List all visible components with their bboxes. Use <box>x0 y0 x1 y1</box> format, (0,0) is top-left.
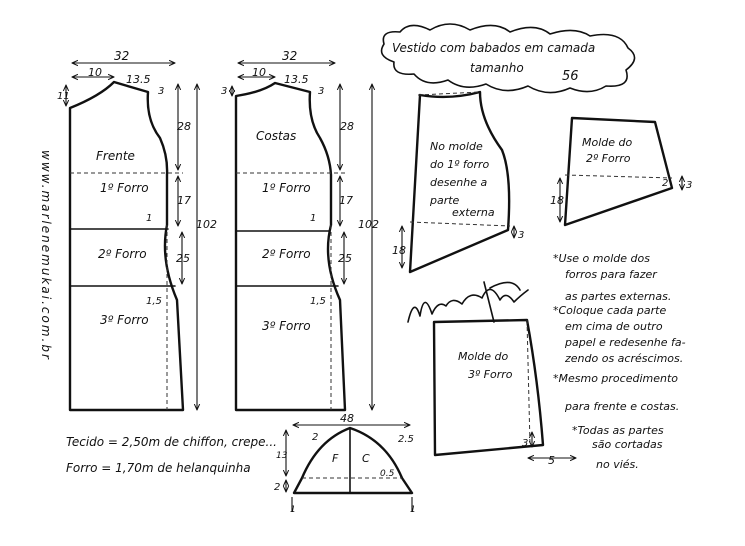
instruction-1: *Use o molde dos <box>553 252 650 265</box>
website-watermark: www.marlenemukai.com.br <box>39 150 53 361</box>
mold-2-m3: 3 <box>686 180 693 191</box>
back-pattern-piece <box>221 49 379 410</box>
materials-line-2: Forro = 1,70m de helanquinha <box>66 461 251 475</box>
front-m25-label: 25 <box>176 252 190 265</box>
instruction-12: no viés. <box>596 458 639 471</box>
back-shoulder-label: 13.5 <box>284 73 309 86</box>
mold-1-line-2: do 1º forro <box>430 158 490 171</box>
mold-2-line-2: 2º Forro <box>586 152 631 165</box>
instruction-10: *Todas as partes <box>572 424 664 437</box>
mold-2-piece <box>550 118 692 225</box>
back-m15-label: 1,5 <box>310 296 326 307</box>
mold-2-m2: 2 <box>662 178 669 189</box>
instruction-2: forros para fazer <box>565 268 657 281</box>
materials-line-1: Tecido = 2,50m de chiffon, crepe... <box>66 435 277 449</box>
front-lining-1: 1º Forro <box>100 181 149 195</box>
front-m15-label: 1,5 <box>146 296 162 307</box>
title-line-1: Vestido com babados em camada <box>392 41 596 55</box>
back-m17-label: 17 <box>339 194 353 207</box>
front-neck-width-label: 10 <box>88 66 102 79</box>
back-neck-width-label: 10 <box>252 66 266 79</box>
back-m1-label: 1 <box>310 213 317 224</box>
back-lining-3: 3º Forro <box>262 319 311 333</box>
mold-1-line-4: parte <box>430 194 460 207</box>
mold-1-line-1: No molde <box>430 140 483 153</box>
signature <box>408 282 528 322</box>
title-cloud <box>382 24 635 93</box>
back-shoulder-drop-label: 3 <box>318 86 325 97</box>
sleeve-bottom-1-left: 1 <box>290 505 296 515</box>
sleeve-m2-label: 2 <box>312 432 319 443</box>
instruction-3: as partes externas. <box>565 290 672 303</box>
sleeve-m05-label: 0.5 <box>380 469 395 479</box>
front-m17-label: 17 <box>177 194 191 207</box>
mold-2-line-1: Molde do <box>582 136 633 149</box>
front-shoulder-label: 13.5 <box>126 73 151 86</box>
mold-1-piece <box>392 92 524 272</box>
front-lining-3: 3º Forro <box>100 313 149 327</box>
instruction-5: em cima de outro <box>565 320 663 333</box>
sleeve-front-label: F <box>332 452 339 465</box>
front-width-label: 32 <box>114 49 130 63</box>
front-m1-label: 1 <box>146 213 153 224</box>
title-line-2: tamanho <box>470 61 524 75</box>
mold-3-piece <box>434 320 576 467</box>
back-m25-label: 25 <box>338 252 352 265</box>
back-lining-2: 2º Forro <box>262 247 311 261</box>
back-lining-1: 1º Forro <box>262 181 311 195</box>
instructions <box>553 252 686 471</box>
front-neck-depth-label: 11 <box>57 91 70 102</box>
sleeve-m25-label: 2.5 <box>398 434 414 445</box>
back-label: Costas <box>256 129 297 143</box>
instruction-11: são cortadas <box>592 438 663 451</box>
mold-3-line-1: Molde do <box>458 350 509 363</box>
mold-1-m18: 18 <box>392 244 406 257</box>
instruction-8: *Mesmo procedimento <box>553 372 679 385</box>
front-pattern-piece <box>57 49 217 410</box>
mold-1-m3: 3 <box>518 230 525 241</box>
instruction-9: para frente e costas. <box>565 400 680 413</box>
sleeve-bottom-1-right: 1 <box>410 505 416 515</box>
materials <box>66 435 277 475</box>
mold-2-m18: 18 <box>550 194 564 207</box>
back-neck-depth-label: 3 <box>221 86 228 97</box>
back-m28-label: 28 <box>340 120 354 133</box>
front-label: Frente <box>96 149 135 163</box>
mold-1-line-3: desenhe a <box>430 176 488 189</box>
front-lining-2: 2º Forro <box>98 247 147 261</box>
instruction-4: *Coloque cada parte <box>553 304 667 317</box>
mold-3-m5: 5 <box>548 454 555 467</box>
sleeve-back-label: C <box>362 452 370 465</box>
back-width-label: 32 <box>282 49 298 63</box>
mold-1-line-5: externa <box>452 206 495 219</box>
front-shoulder-drop-label: 3 <box>158 86 165 97</box>
sleeve-bottom-2-label: 2 <box>274 482 281 493</box>
front-m28-label: 28 <box>177 120 191 133</box>
instruction-7: zendo os acréscimos. <box>565 352 684 365</box>
sleeve-width-label: 48 <box>340 412 354 425</box>
front-m102-label: 102 <box>196 218 217 231</box>
mold-3-m3: 3 <box>522 438 529 449</box>
instruction-6: papel e redesenhe fa- <box>565 336 686 349</box>
title-size: 56 <box>562 69 579 84</box>
sleeve-piece <box>274 412 416 515</box>
mold-3-line-2: 3º Forro <box>468 368 513 381</box>
sleeve-m13-label: 13 <box>276 451 288 461</box>
back-m102-label: 102 <box>358 218 379 231</box>
